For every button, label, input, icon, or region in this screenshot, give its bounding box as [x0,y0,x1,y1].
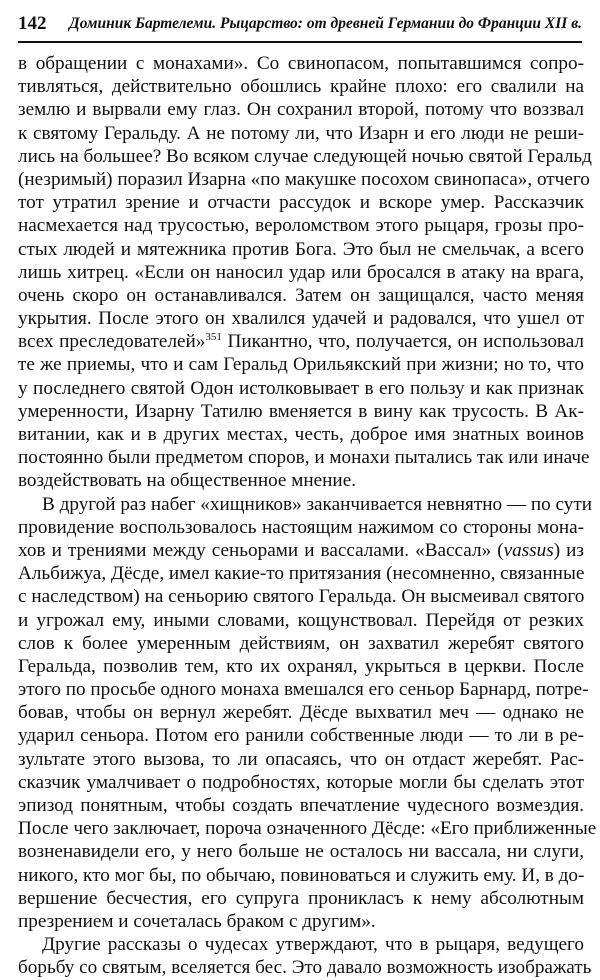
line-text: Альбижуа, Дёсде, имел какие-то притязания (несомненно, связанные [18,563,585,585]
line-text: укрытия. После этого он хвалился удачей и радовался, что ушел от [18,308,584,330]
line-text: те же приемы, что и сам Геральд Орильякский при жизни; но то, что [18,354,584,376]
footnote-marker: 351 [205,331,222,344]
text-line [18,956,592,979]
line-text: (незримый) поразил Изарна «по макушке посохом свинопаса», отчего [18,168,590,190]
text-line [18,307,584,330]
text-line [18,817,597,840]
text-line [18,52,584,75]
text-line [18,516,584,539]
text-line [18,748,584,771]
line-text: этого по просьбе одного монаха вмешался его сеньор Барнард, потре- [18,679,589,701]
line-text: эпизод понятным, чтобы создать впечатление чудесного возмездия. [18,795,584,816]
text-line [18,887,584,910]
line-text-after: ) из [553,539,584,561]
line-text: лишь хитрец. «Если он наносил удар или бросался в атаку на врага, [18,261,584,283]
text-line [18,191,584,214]
text-line [18,400,584,423]
italic-term: vassus [503,539,554,561]
text-line [18,284,584,307]
line-text: в обращении с монахами». Со свинопасом, попытавшимся сопро- [18,53,584,74]
line-text: сказчик умалчивает о подробностях, которые могли бы сделать этот [18,771,584,793]
text-line [18,377,584,400]
text-line [18,562,584,585]
text-line [18,910,584,933]
line-text: презрением и сочеталась браком с другим». [18,910,376,932]
text-line [18,214,584,237]
running-title: Доминик Бартелеми. Рыцарство: от древней Германии до Франции XII в. [69,15,582,32]
text-line [18,794,584,817]
text-line [18,261,584,284]
line-text: После чего заключает, пороча означенного Дёсде: «Его приближенные [18,818,597,840]
text-line [18,864,584,887]
line-text: В другой раз набег «хищников» заканчивается невнятно — по сути [42,493,593,515]
text-line [18,724,584,747]
line-text: зультате этого вызова, то ли опасаясь, что он отдаст жеребят. Рас- [18,748,584,770]
text-line [18,446,590,469]
line-text: насмехается над трусостью, вероломством этого рыцаря, грозы про- [18,215,584,237]
line-text-after: Пикантно, что, получается, он использовал [221,331,584,353]
text-line [18,493,593,516]
text-line [18,609,584,632]
text-line [18,539,584,562]
text-line [18,238,584,261]
line-text: вершение бесчестия, его супруга проникласъ к нему абсолютным [18,887,584,909]
text-line [18,632,584,655]
line-text: очень скоро он останавливался. Затем он защищался, часто меняя [18,284,584,306]
text-line [18,98,584,121]
text-line [18,585,584,608]
line-text: всех преследователей» [18,331,206,353]
line-text: слов к более умеренным действиям, он захватил жеребят святого [18,632,584,654]
line-text: постоянно были предметом споров, и монахи пытались так или иначе [18,447,590,469]
line-text: с наследством) на сеньорию святого Геральда. Он высмеивал святого [18,586,585,608]
line-text: ударил сеньора. Потом его ранили собственные люди — то ли в ре- [18,725,584,747]
text-line [18,145,592,168]
text-line [18,330,584,353]
text-line [18,771,584,794]
line-text: Другие рассказы о чудесах утверждают, что в рыцаря, ведущего [42,934,584,956]
text-line [18,933,584,956]
text-line [18,423,584,446]
line-text: тот утратил зрение и отчасти рассудок и вскоре умер. Рассказчик [18,192,584,214]
line-text: борьбу со святым, вселяется бес. Это давало возможность изображать [18,957,592,979]
text-line [18,122,584,145]
text-line [18,840,584,863]
line-text: провидение воспользовалось настоящим нажимом со стороны мона- [18,516,584,538]
page-number: 142 [18,13,47,34]
line-text: и угрожал ему, иными словами, кощунствовал. Перейдя от резких [18,609,584,631]
text-line [18,701,584,724]
line-text: землю и вырвали ему глаз. Он сохранил второй, потому что воззвал [18,99,584,121]
text-line [18,75,584,98]
line-text: умеренности, Изарну Татилю вменяется в вину как трусость. В Ак- [18,400,584,422]
text-line [18,469,584,492]
line-text: бовав, чтобы он вернул жеребят. Дёсде выхватил меч — однако не [18,702,584,724]
line-text: к святому Геральду. А не потому ли, что Изарн и его люди не реши- [18,122,584,144]
line-text: лись на большее? Во всяком случае следующей ночью святой Геральд [18,145,592,167]
line-text: никого, кто мог бы, по обычаю, повиноваться и служить ему. И, в до- [18,864,585,886]
line-text: тивляться, действительно обошлись крайне плохо: его свалили на [18,76,584,98]
line-text: воздействовать на общественное мнение. [18,470,357,492]
text-line [18,678,589,701]
line-text: хов и трениями между сеньорами и вассалами. «Вассал» ( [18,539,504,561]
line-text: возненавидели его, у него больше не осталось ни вассала, ни слуги, [18,841,584,863]
text-line [18,655,584,678]
page-header [18,7,582,43]
text-line [18,353,584,376]
line-text: Геральда, позволив тем, кто их охранял, укрыться в церкви. После [18,655,584,677]
line-text: стых людей и мятежника против Бога. Это был не смельчак, а всего [18,238,584,260]
line-text: витании, как и в других местах, честь, доброе имя знатных воинов [18,424,584,445]
body-text [18,52,597,980]
line-text: у последнего святой Одон истолковывает в его пользу и как признак [18,377,584,399]
text-line [18,168,590,191]
